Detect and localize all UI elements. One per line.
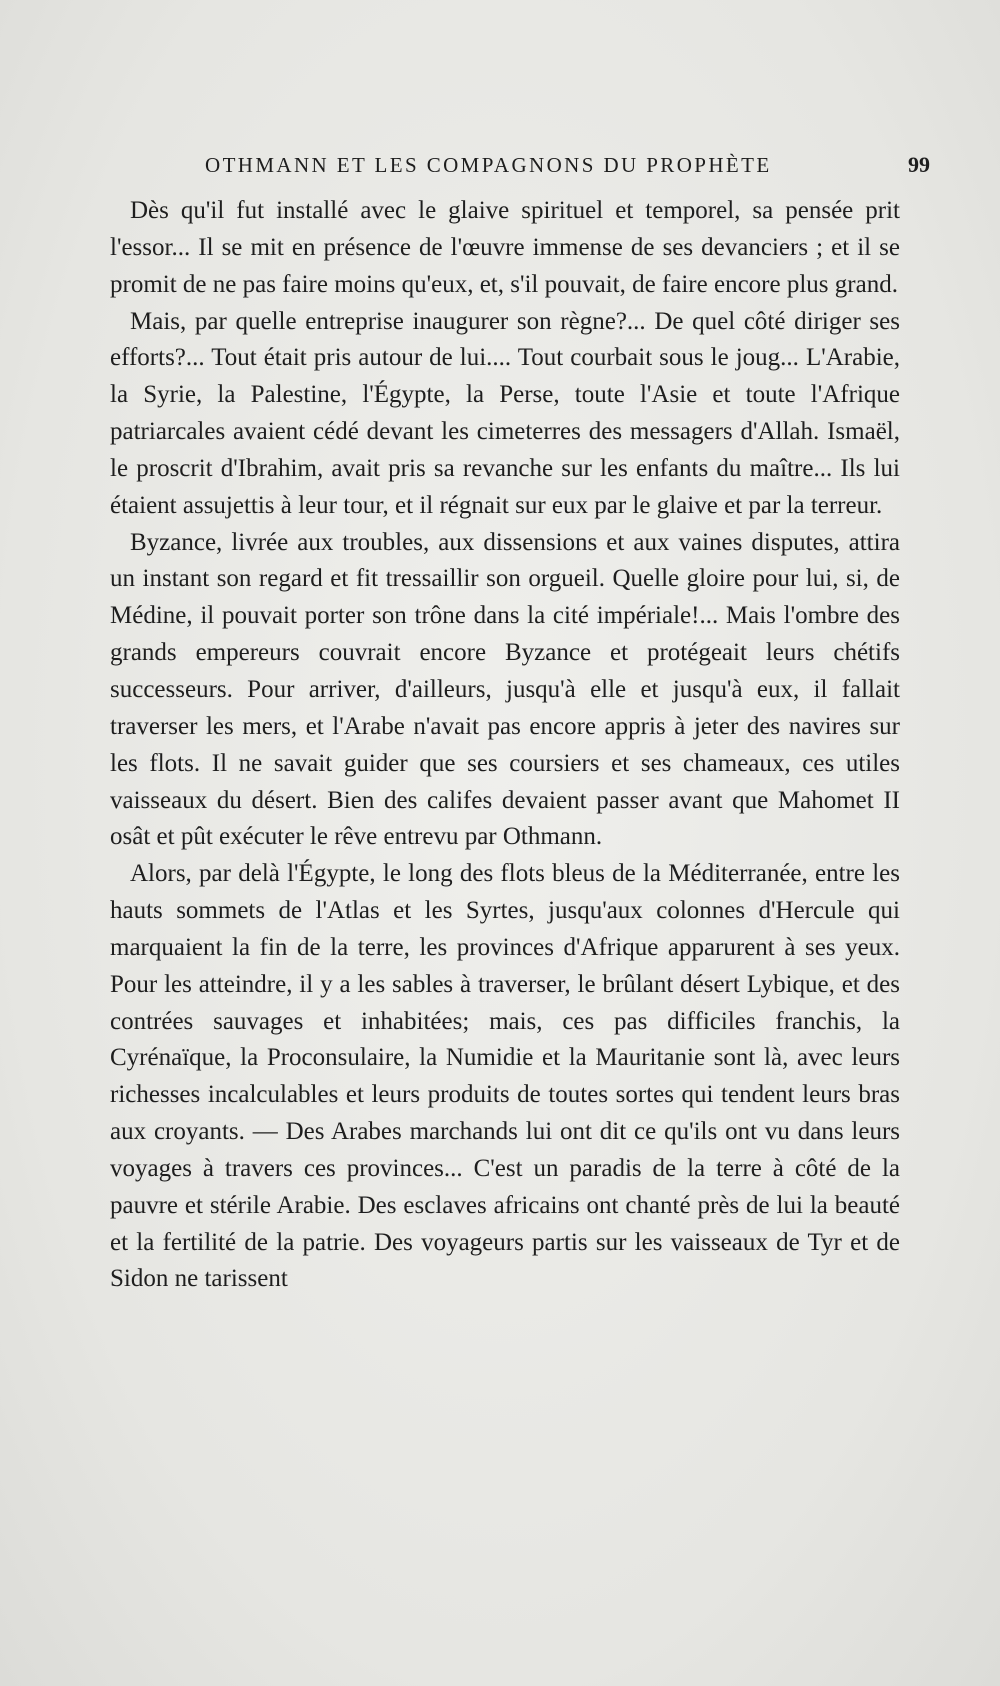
- body-text: [110, 193, 900, 1298]
- paragraph: Byzance, livrée aux troubles, aux dissensions et aux vaines disputes, attira un instant son regard et fit tressaillir son orgueil. Quelle gloire pour lui, si, de Médine, il pouvait porter son trône dans la cité impériale!... Mais l'ombre des grands empereurs couvrait encore Byzance et protégeait leurs chétifs successeurs. Pour arriver, d'ailleurs, jusqu'à elle et jusqu'à eux, il fallait traverser les mers, et l'Arabe n'avait pas encore appris à jeter des navires sur les flots. Il ne savait guider que ses coursiers et ses chameaux, ces utiles vaisseaux du désert. Bien des califes devaient passer avant que Mahomet II osât et pût exécuter le rêve entrevu par Othmann.: [110, 528, 900, 851]
- paragraph: Alors, par delà l'Égypte, le long des flots bleus de la Méditerranée, entre les hauts sommets de l'Atlas et les Syrtes, jusqu'aux colonnes d'Hercule qui marquaient la fin de la terre, les provinces d'Afrique apparurent à ses yeux. Pour les atteindre, il y a les sables à traverser, le brûlant désert Lybique, et des contrées sauvages et inhabitées; mais, ces pas difficiles franchis, la Cyrénaïque, la Proconsulaire, la Numidie et la Mauritanie sont là, avec leurs richesses incalculables et leurs produits de toutes sortes qui tendent leurs bras aux croyants. — Des Arabes marchands lui ont dit ce qu'ils ont vu dans leurs voyages à travers ces provinces... C'est un paradis de la terre à côté de la pauvre et stérile Arabie. Des esclaves africains ont chanté près de lui la beauté et la fertilité de la patrie. Des voyageurs partis sur les vaisseaux de Tyr et de Sidon ne tarissent: [110, 860, 900, 1293]
- page-number: 99: [908, 152, 930, 177]
- running-title: OTHMANN ET LES COMPAGNONS DU PROPHÈTE: [205, 153, 772, 177]
- paragraph: Mais, par quelle entreprise inaugurer son règne?... De quel côté diriger ses efforts?... Tout était pris autour de lui.... Tout courbait sous le joug... L'Arabie, la Syrie, la Palestine, l'Égypte, la Perse, toute l'Asie et toute l'Afrique patriarcales avaient cédé devant les cimeterres des messagers d'Allah. Ismaël, le proscrit d'Ibrahim, avait pris sa revanche sur les enfants du maître... Ils lui étaient assujettis à leur tour, et il régnait sur eux par le glaive et par la terreur.: [110, 307, 900, 519]
- paragraph: Dès qu'il fut installé avec le glaive spirituel et temporel, sa pensée prit l'essor... Il se mit en présence de l'œuvre immense de ses devanciers ; et il se promit de ne pas faire moins qu'eux, et, s'il pouvait, de faire encore plus grand.: [110, 197, 900, 298]
- running-header: [205, 152, 930, 178]
